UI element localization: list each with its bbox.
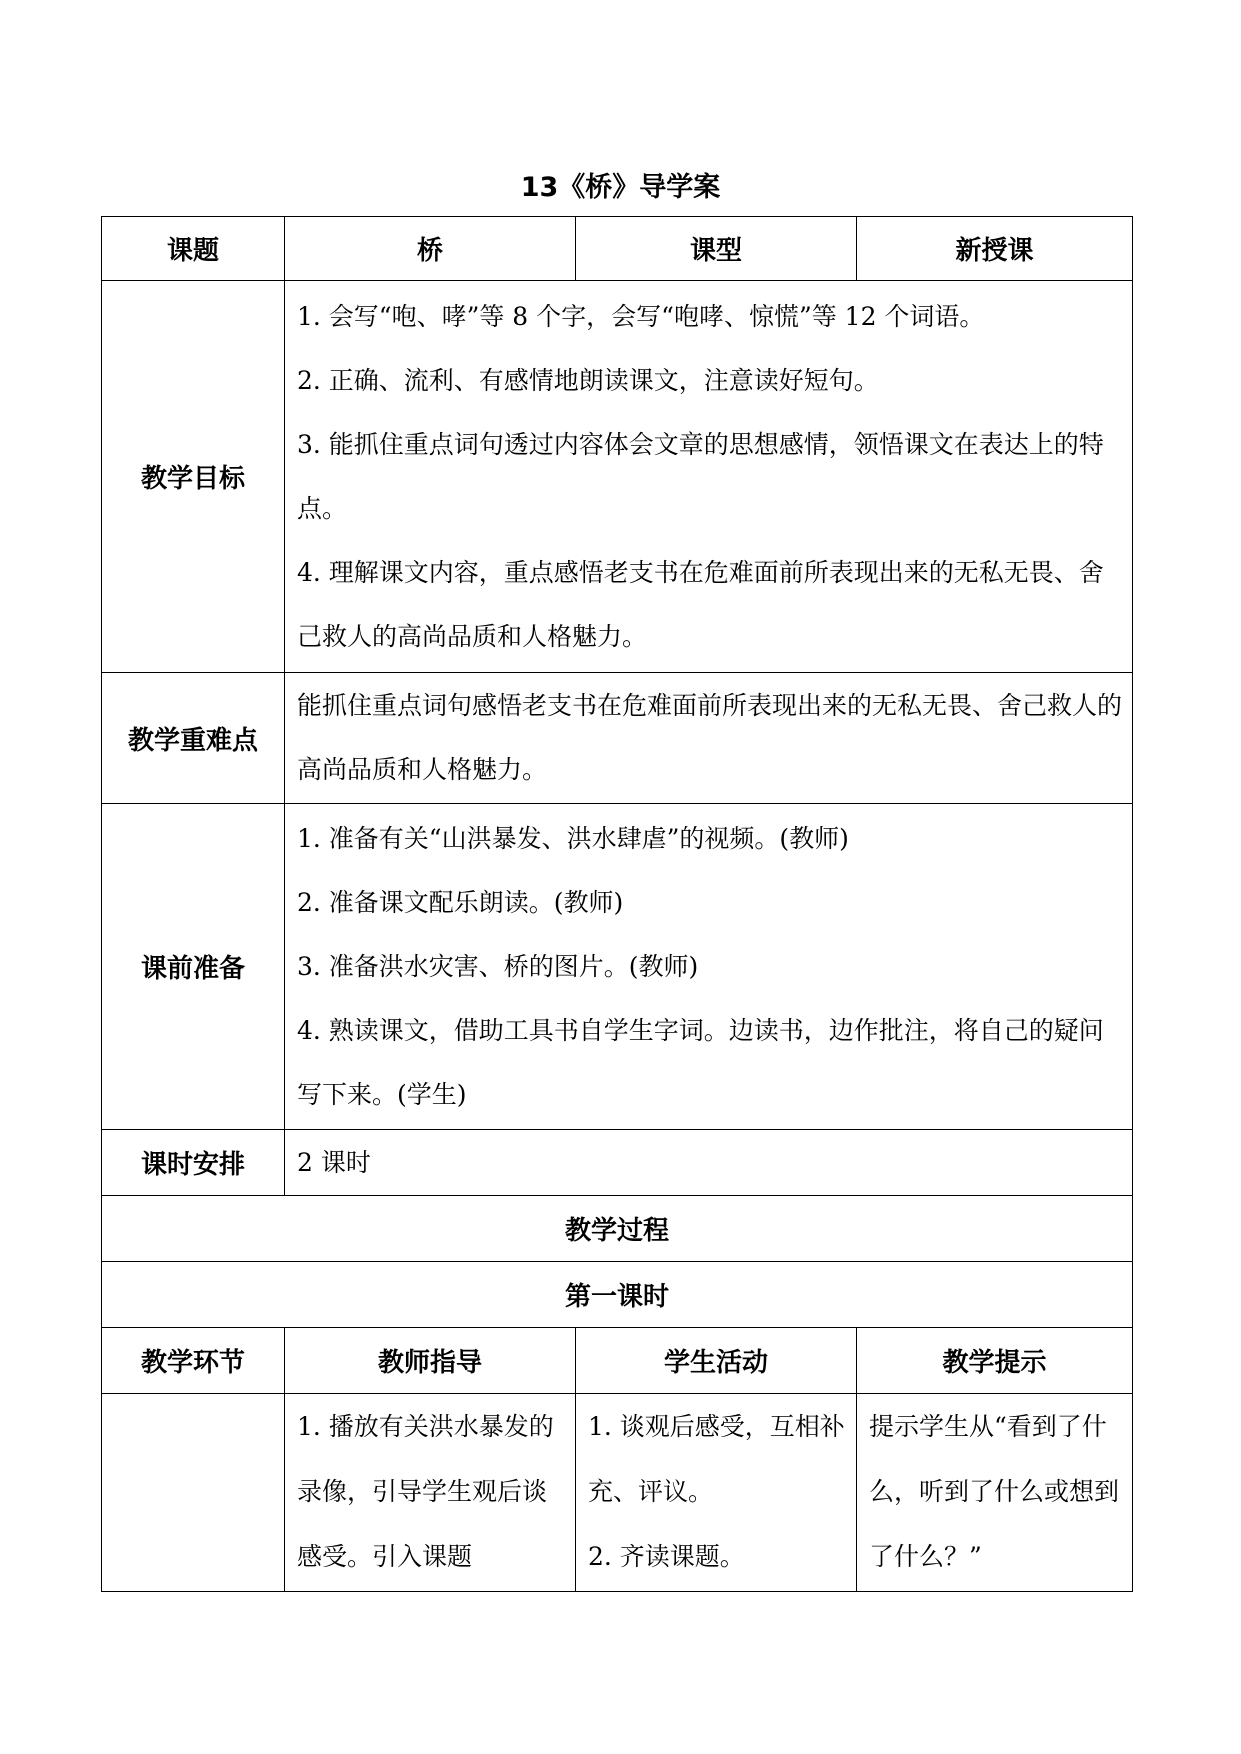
objectives-row <box>102 281 1133 673</box>
process-title: 教学过程 <box>102 1196 1133 1262</box>
lesson-plan-table <box>101 216 1133 1592</box>
preparation-item: 3. 准备洪水灾害、桥的图片。(教师) <box>297 951 699 981</box>
objective-item: 1. 会写“咆、哮”等 8 个字，会写“咆哮、惊慌”等 12 个词语。 <box>297 301 985 331</box>
student-activity-cell <box>576 1394 857 1592</box>
objectives-label: 教学目标 <box>102 281 285 673</box>
teaching-hint-cell: 提示学生从“看到了什么，听到了什么或想到了什么？” <box>857 1394 1133 1592</box>
preparation-item: 4. 熟读课文，借助工具书自学生字词。边读书，边作批注，将自己的疑问写下来。(学生) <box>297 1015 1104 1109</box>
lesson-title-row <box>102 1262 1133 1328</box>
key-points-label: 教学重难点 <box>102 673 285 804</box>
schedule-label: 课时安排 <box>102 1130 285 1196</box>
key-points-text: 能抓住重点词句感悟老支书在危难面前所表现出来的无私无畏、舍己救人的高尚品质和人格魅力。 <box>285 673 1133 804</box>
objectives-content <box>285 281 1133 673</box>
objective-item: 2. 正确、流利、有感情地朗读课文，注意读好短句。 <box>297 365 879 395</box>
table-row <box>102 1394 1133 1592</box>
column-header-student: 学生活动 <box>576 1328 857 1394</box>
stage-cell <box>102 1394 285 1592</box>
preparation-item: 2. 准备课文配乐朗读。(教师) <box>297 887 624 917</box>
column-header-stage: 教学环节 <box>102 1328 285 1394</box>
preparation-item: 1. 准备有关“山洪暴发、洪水肆虐”的视频。(教师) <box>297 823 849 853</box>
preparation-row <box>102 804 1133 1130</box>
lesson-title: 第一课时 <box>102 1262 1133 1328</box>
objective-item: 4. 理解课文内容，重点感悟老支书在危难面前所表现出来的无私无畏、舍己救人的高尚品质和人格魅力。 <box>297 557 1104 651</box>
topic-value: 桥 <box>285 217 576 281</box>
schedule-row <box>102 1130 1133 1196</box>
column-header-teacher: 教师指导 <box>285 1328 576 1394</box>
schedule-value: 2 课时 <box>285 1130 1133 1196</box>
objective-item: 3. 能抓住重点词句透过内容体会文章的思想感情，领悟课文在表达上的特点。 <box>297 429 1104 523</box>
student-activity-item: 2. 齐读课题。 <box>588 1542 745 1571</box>
process-title-row <box>102 1196 1133 1262</box>
student-activity-item: 1. 谈观后感受，互相补充、评议。 <box>588 1412 845 1506</box>
column-header-hint: 教学提示 <box>857 1328 1133 1394</box>
key-points-row <box>102 673 1133 804</box>
page-title: 13《桥》导学案 <box>520 172 721 203</box>
type-value: 新授课 <box>857 217 1133 281</box>
column-header-row <box>102 1328 1133 1394</box>
preparation-label: 课前准备 <box>102 804 285 1130</box>
topic-label: 课题 <box>102 217 285 281</box>
type-label: 课型 <box>576 217 857 281</box>
preparation-content <box>285 804 1133 1130</box>
header-row <box>102 217 1133 281</box>
teacher-guidance-cell: 1. 播放有关洪水暴发的录像，引导学生观后谈感受。引入课题 <box>285 1394 576 1592</box>
